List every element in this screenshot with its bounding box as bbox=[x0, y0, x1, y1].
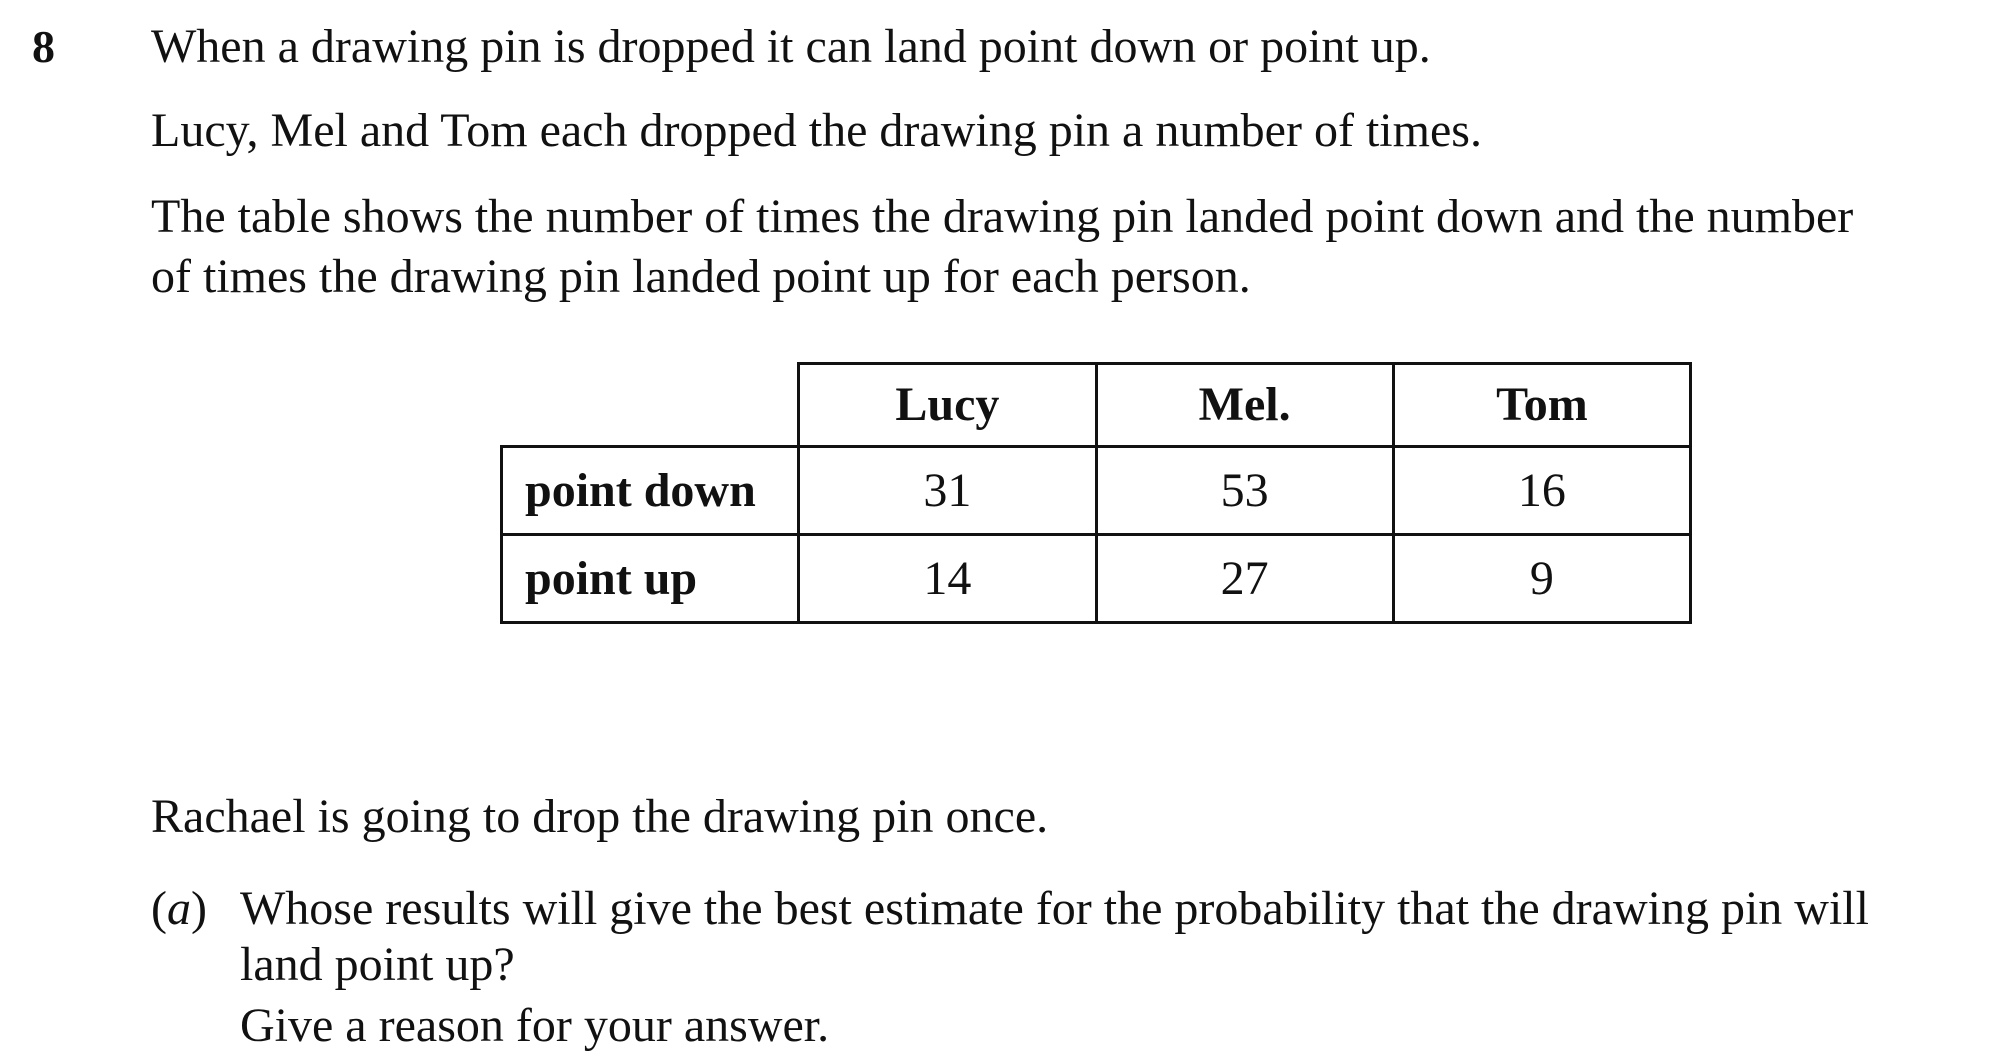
column-header-mel: Mel. bbox=[1096, 364, 1393, 447]
part-a-line-3: Give a reason for your answer. bbox=[240, 999, 830, 1052]
row-label-point-up: point up bbox=[502, 535, 799, 623]
intro-line-2: Lucy, Mel and Tom each dropped the drawing pin a number of times. bbox=[151, 104, 1482, 157]
column-header-lucy: Lucy bbox=[799, 364, 1096, 447]
cell-tom-point-down: 16 bbox=[1393, 447, 1690, 535]
cell-lucy-point-down: 31 bbox=[799, 447, 1096, 535]
part-a-label: (a) bbox=[151, 882, 207, 935]
cell-lucy-point-up: 14 bbox=[799, 535, 1096, 623]
cell-tom-point-up: 9 bbox=[1393, 535, 1690, 623]
results-table bbox=[500, 362, 1692, 624]
cell-mel-point-down: 53 bbox=[1096, 447, 1393, 535]
intro-line-1: When a drawing pin is dropped it can land point down or point up. bbox=[151, 20, 1431, 73]
question-number: 8 bbox=[32, 21, 55, 72]
column-header-tom: Tom bbox=[1393, 364, 1690, 447]
table-corner-cell bbox=[502, 364, 799, 447]
intro-line-3: The table shows the number of times the drawing pin landed point down and the number bbox=[151, 190, 1854, 243]
part-a-line-2: land point up? bbox=[240, 938, 515, 991]
intro-line-4: of times the drawing pin landed point up for each person. bbox=[151, 250, 1251, 303]
row-label-point-down: point down bbox=[502, 447, 799, 535]
part-a-line-1: Whose results will give the best estimate for the probability that the drawing pin will bbox=[240, 882, 1869, 935]
table-row-point-up bbox=[502, 535, 1691, 623]
cell-mel-point-up: 27 bbox=[1096, 535, 1393, 623]
table-row-point-down bbox=[502, 447, 1691, 535]
after-table-text: Rachael is going to drop the drawing pin once. bbox=[151, 790, 1049, 843]
table-header-row bbox=[502, 364, 1691, 447]
